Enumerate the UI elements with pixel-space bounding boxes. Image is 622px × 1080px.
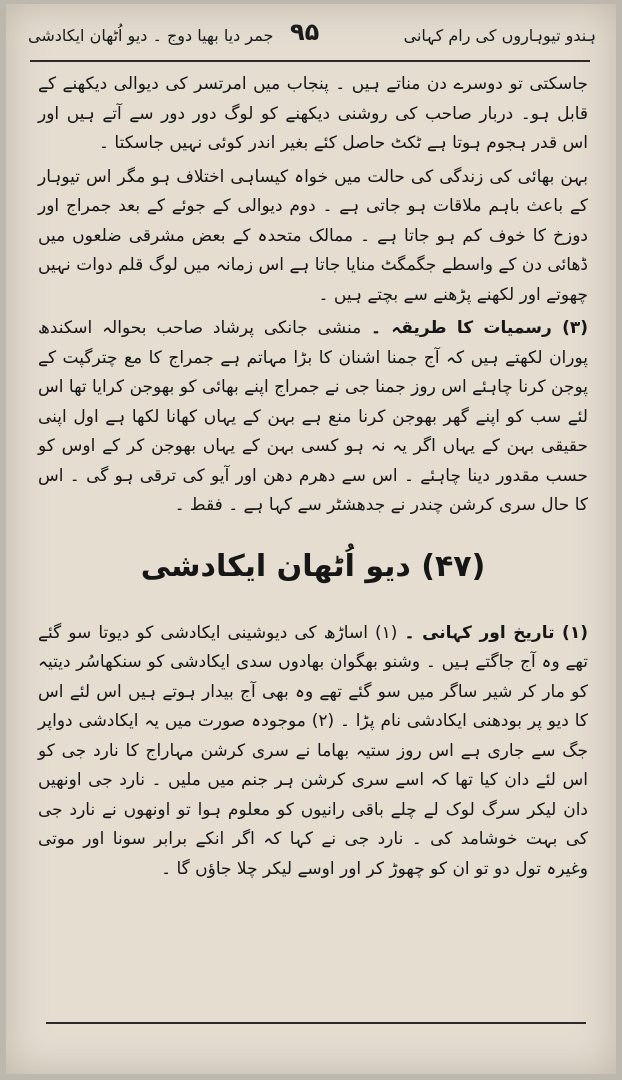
header-rule	[30, 60, 590, 62]
paragraph-brother-sister	[38, 163, 588, 311]
page-body	[38, 70, 588, 884]
paragraph-rituals	[38, 314, 588, 521]
page-number: ۹۵	[290, 18, 320, 46]
page-header	[28, 12, 596, 56]
subsection-heading: (۳) رسمیات کا طریقہ ۔	[371, 318, 589, 338]
paragraph-text: بہن بھائی کی زندگی کی حالت میں خواہ کیساہی اختلاف ہو مگر اس تیوہار کے باعث باہم ملاقات ہو جاتی ہے ۔ دوم دیوالی کے جوئے کے بعد جمراج اور دوزخ کا خوف کم ہو جاتا ہے ۔ ممالک متحدہ کے بعض مشرقی ضلعوں میں ڈھائی دن کے واسطے جگمگٹ منایا جاتا ہے اس زمانہ میں لوگ قلم دوات نہیں چھوتے اور لکھنے پڑھنے سے بچتے ہیں ۔	[38, 166, 588, 305]
book-page	[6, 4, 616, 1074]
footer-rule	[46, 1022, 586, 1024]
paragraph-history-and-story	[38, 619, 588, 885]
paragraph-text: جاسکتی تو دوسرے دن مناتے ہیں ۔ پنجاب میں امرتسر کی دیوالی دیکھنے کے قابل ہو۔ دربار صاحب کی روشنی دیکھنے کو لوگ دور دور سے آتے ہیں اور اس قدر ہجوم ہوتا ہے ٹکٹ حاصل کئے بغیر اندر کوئی نہیں جاسکتا ۔	[38, 74, 588, 153]
running-title: ہندو تیوہاروں کی رام کہانی	[403, 26, 596, 45]
subsection-heading: (۱) تاریخ اور کہانی ۔	[404, 622, 588, 643]
paragraph-text: منشی جانکی پرشاد صاحب بحوالہ اسکندھ پوران لکھتے ہیں کہ آج جمنا اشنان کا بڑا مہاتم ہے جمراج کا مع چترگپت کے پوجن کرنا چاہئے اس روز جمنا جی نے جمراج اپنے بھائی کو بھوجن کرایا تھا اس لئے سب کو اپنے گھر بھوجن کرنا منع ہے بہن کے یہاں کھانا لکھا ہے اول اپنی حقیقی بہن کے یہاں اگر یہ نہ ہو کسی بہن کے یہاں بھوجن کر کے اوس کو حسب مقدور دینا چاہئے ۔ اس سے دھرم دھن اور آیو کی ترقی ہو گی ۔ اس کا حال سری کرشن چندر نے جدھشٹر سے کہا ہے ۔ فقط ۔	[38, 318, 588, 515]
paragraph-text: (۱) اساڑھ کی دیوشینی ایکادشی کو دیوتا سو گئے تھے وہ آج جاگتے ہیں ۔ وشنو بھگوان بھادوں سدی ایکادشی کو سنکھاسُر دیتیہ کو مار کر شیر ساگر میں سو گئے تھے وہ بھی آج بیدار ہوتے ہیں اس لئے اس کا دیو پر بودھنی ایکادشی نام پڑا ۔ (۲) موجودہ صورت میں یہ ایکادشی دواپر جگ سے جاری ہے اس روز ستیہ بھاما نے سری کرشن مہاراج کا نارد جی کو اس لئے دان کیا تھا کہ اسے سری کرشن ہر جنم میں ملیں ۔ نارد جی اونھیں دان لیکر سرگ لوک لے چلے باقی رانیوں کو معلوم ہوا تو اونھوں نے نارد جی کی بہت خوشامد کی ۔ نارد جی نے کہا کہ اگر انکے برابر سونا اور موتی وغیرہ تول دو تو ان کو چھوڑ کر اور اوسے لیکر چلا جاؤں گا ۔	[38, 622, 589, 879]
paragraph-amritsar-diwali	[38, 70, 588, 159]
section-reference: جمر دیا بھیا دوج ۔ دیو اُٹھان ایکادشی	[28, 26, 274, 45]
chapter-title: (۴۷) دیو اُٹھان ایکادشی	[140, 548, 486, 584]
